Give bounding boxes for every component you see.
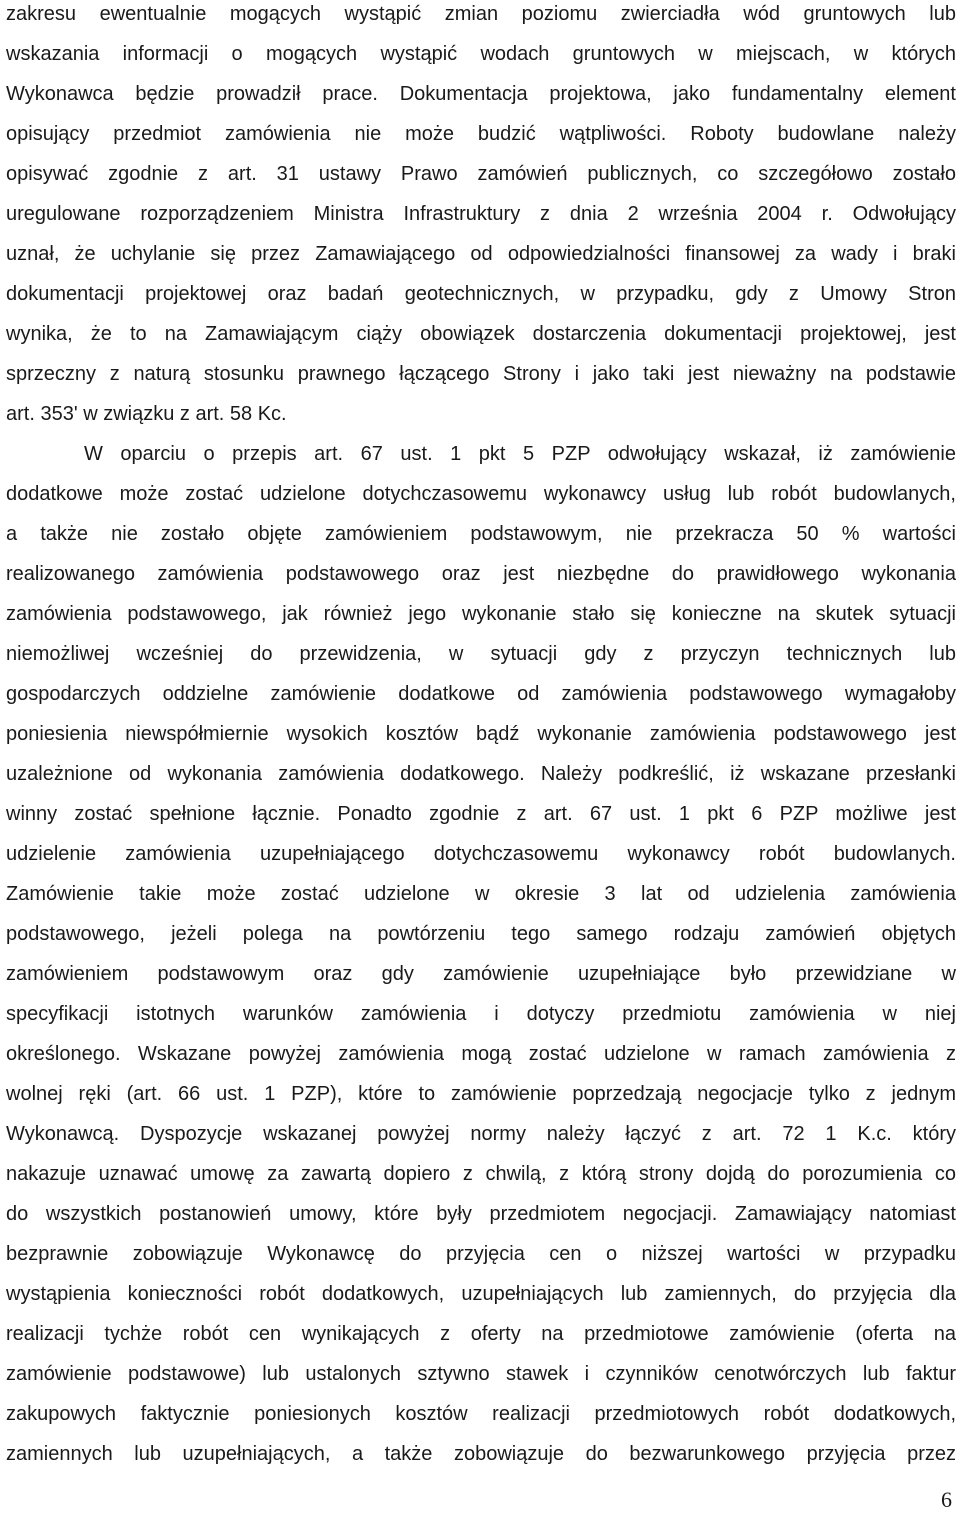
text-line: do wszystkich postanowień umowy, które były przedmiotem negocjacji. Zamawiający natomiast	[6, 1203, 956, 1225]
text-line: zamiennych lub uzupełniających, a także zobowiązuje do bezwarunkowego przyjęcia przez	[6, 1443, 956, 1465]
document-page	[6, 0, 956, 1513]
text-line: wskazania informacji o mogących wystąpić wodach gruntowych w miejscach, w których	[6, 43, 956, 65]
text-line: art. 353' w związku z art. 58 Kc.	[6, 403, 287, 425]
text-line: realizacji tychże robót cen wynikających z oferty na przedmiotowe zamówienie (oferta na	[6, 1323, 956, 1345]
text-line: dodatkowe może zostać udzielone dotychczasowemu wykonawcy usług lub robót budowlanych,	[6, 483, 956, 505]
text-line: zakupowych faktycznie poniesionych kosztów realizacji przedmiotowych robót dodatkowych,	[6, 1403, 956, 1425]
text-line: opisujący przedmiot zamówienia nie może budzić wątpliwości. Roboty budowlane należy	[6, 123, 956, 145]
text-line: opisywać zgodnie z art. 31 ustawy Prawo zamówień publicznych, co szczegółowo zostało	[6, 163, 956, 185]
text-line: dokumentacji projektowej oraz badań geotechnicznych, w przypadku, gdy z Umowy Stron	[6, 283, 956, 305]
page-number: 6	[941, 1487, 952, 1512]
text-line: uregulowane rozporządzeniem Ministra Infrastruktury z dnia 2 września 2004 r. Odwołujący	[6, 203, 956, 225]
text-line: sprzeczny z naturą stosunku prawnego łączącego Strony i jako taki jest nieważny na podstawie	[6, 363, 956, 385]
text-line: winny zostać spełnione łącznie. Ponadto zgodnie z art. 67 ust. 1 pkt 6 PZP możliwe jest	[6, 803, 956, 825]
text-line: zamówieniem podstawowym oraz gdy zamówienie uzupełniające było przewidziane w	[6, 963, 956, 985]
text-line: udzielenie zamówienia uzupełniającego dotychczasowemu wykonawcy robót budowlanych.	[6, 843, 956, 865]
text-line: bezprawnie zobowiązuje Wykonawcę do przyjęcia cen o niższej wartości w przypadku	[6, 1243, 956, 1265]
text-line: Wykonawcą. Dyspozycje wskazanej powyżej normy należy łączyć z art. 72 1 K.c. który	[6, 1123, 956, 1145]
text-line: poniesienia niewspółmiernie wysokich kosztów bądź wykonanie zamówienia podstawowego jest	[6, 723, 956, 745]
text-line: zamówienia podstawowego, jak również jego wykonanie stało się konieczne na skutek sytuacji	[6, 603, 956, 625]
text-line: zamówienie podstawowe) lub ustalonych sztywno stawek i czynników cenotwórczych lub faktur	[6, 1363, 956, 1385]
text-line: Zamówienie takie może zostać udzielone w okresie 3 lat od udzielenia zamówienia	[6, 883, 956, 905]
text-line: gospodarczych oddzielne zamówienie dodatkowe od zamówienia podstawowego wymagałoby	[6, 683, 956, 705]
text-line: niemożliwej wcześniej do przewidzenia, w sytuacji gdy z przyczyn technicznych lub	[6, 643, 956, 665]
text-line: zakresu ewentualnie mogących wystąpić zmian poziomu zwierciadła wód gruntowych lub	[6, 3, 956, 25]
text-line: podstawowego, jeżeli polega na powtórzeniu tego samego rodzaju zamówień objętych	[6, 923, 956, 945]
paragraph-start-line: W oparciu o przepis art. 67 ust. 1 pkt 5 PZP odwołujący wskazał, iż zamówienie	[84, 443, 956, 465]
text-line: określonego. Wskazane powyżej zamówienia mogą zostać udzielone w ramach zamówienia z	[6, 1043, 956, 1065]
text-line: a także nie zostało objęte zamówieniem podstawowym, nie przekracza 50 % wartości	[6, 523, 956, 545]
text-line: uznał, że uchylanie się przez Zamawiającego od odpowiedzialności finansowej za wady i braki	[6, 243, 956, 265]
text-line: specyfikacji istotnych warunków zamówienia i dotyczy przedmiotu zamówienia w niej	[6, 1003, 956, 1025]
text-line: wynika, że to na Zamawiającym ciąży obowiązek dostarczenia dokumentacji projektowej, jest	[6, 323, 956, 345]
text-line: nakazuje uznawać umowę za zawartą dopiero z chwilą, z którą strony dojdą do porozumienia co	[6, 1163, 956, 1185]
text-line: wystąpienia konieczności robót dodatkowych, uzupełniających lub zamiennych, do przyjęcia dla	[6, 1283, 956, 1305]
text-line: wolnej ręki (art. 66 ust. 1 PZP), które to zamówienie poprzedzają negocjacje tylko z jednym	[6, 1083, 956, 1105]
text-line: realizowanego zamówienia podstawowego oraz jest niezbędne do prawidłowego wykonania	[6, 563, 956, 585]
text-line: uzależnione od wykonania zamówienia dodatkowego. Należy podkreślić, iż wskazane przesłanki	[6, 763, 956, 785]
text-line: Wykonawca będzie prowadził prace. Dokumentacja projektowa, jako fundamentalny element	[6, 83, 956, 105]
